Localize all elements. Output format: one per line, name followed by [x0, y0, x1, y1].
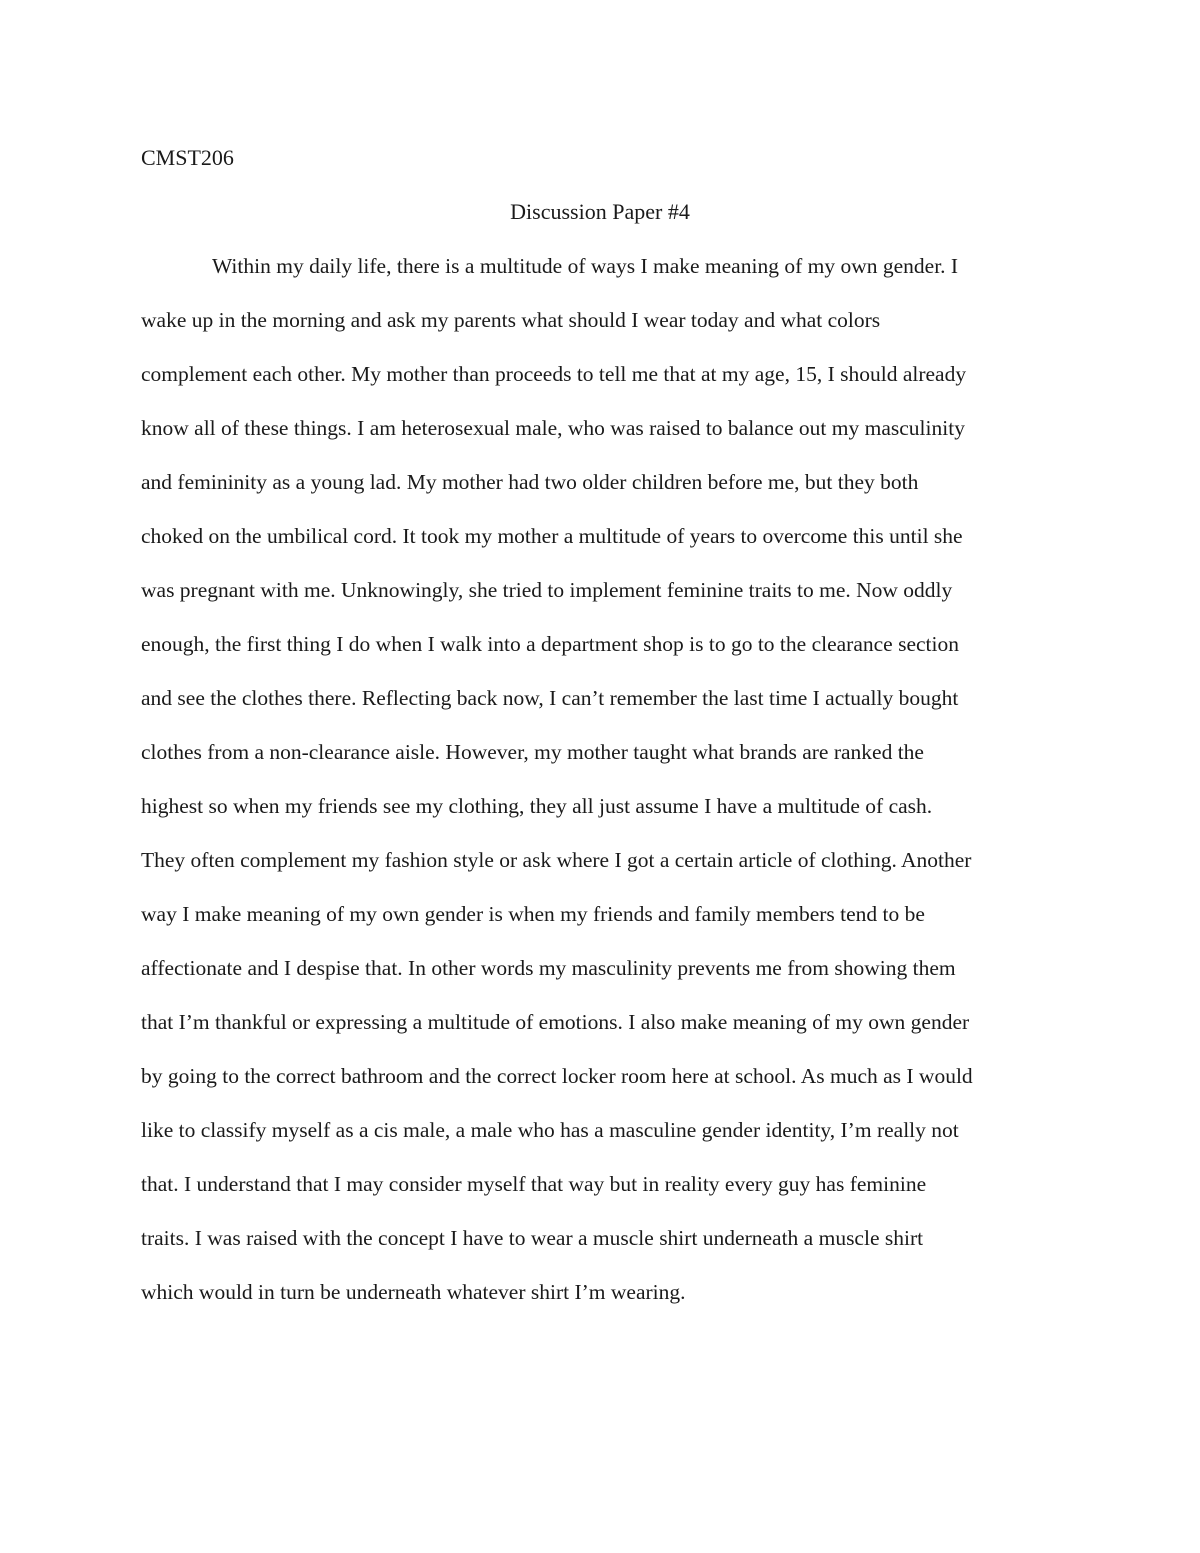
paper-title: Discussion Paper #4 — [510, 199, 690, 224]
body-line: clothes from a non-clearance aisle. However, my mother taught what brands are ranked the — [141, 740, 924, 764]
body-line: and femininity as a young lad. My mother had two older children before me, but they both — [141, 470, 919, 494]
body-line: affectionate and I despise that. In other words my masculinity prevents me from showing them — [141, 956, 956, 980]
body-line: highest so when my friends see my clothing, they all just assume I have a multitude of cash. — [141, 794, 933, 818]
body-line: that I’m thankful or expressing a multitude of emotions. I also make meaning of my own gender — [141, 1010, 970, 1034]
body-line: know all of these things. I am heterosexual male, who was raised to balance out my masculinity — [141, 416, 965, 440]
body-line: choked on the umbilical cord. It took my mother a multitude of years to overcome this until she — [141, 524, 963, 548]
course-code: CMST206 — [141, 145, 234, 170]
body-line: Within my daily life, there is a multitude of ways I make meaning of my own gender. I — [212, 254, 959, 278]
body-line: by going to the correct bathroom and the correct locker room here at school. As much as I would — [141, 1064, 973, 1088]
body-line: traits. I was raised with the concept I have to wear a muscle shirt underneath a muscle shirt — [141, 1226, 924, 1250]
body-line: that. I understand that I may consider myself that way but in reality every guy has feminine — [141, 1172, 927, 1196]
body-line: enough, the first thing I do when I walk into a department shop is to go to the clearance section — [141, 632, 959, 656]
body-line: like to classify myself as a cis male, a male who has a masculine gender identity, I’m really not — [141, 1118, 959, 1142]
body-line: They often complement my fashion style or ask where I got a certain article of clothing. Another — [141, 848, 972, 872]
body-line: complement each other. My mother than proceeds to tell me that at my age, 15, I should already — [141, 362, 967, 386]
body-line: wake up in the morning and ask my parents what should I wear today and what colors — [141, 308, 881, 332]
body-line: was pregnant with me. Unknowingly, she tried to implement feminine traits to me. Now oddly — [141, 578, 953, 602]
body-line: way I make meaning of my own gender is when my friends and family members tend to be — [141, 902, 925, 926]
body-line: which would in turn be underneath whatever shirt I’m wearing. — [141, 1280, 686, 1304]
body-paragraph — [141, 251, 1061, 1331]
body-line: and see the clothes there. Reflecting back now, I can’t remember the last time I actually bought — [141, 686, 959, 710]
